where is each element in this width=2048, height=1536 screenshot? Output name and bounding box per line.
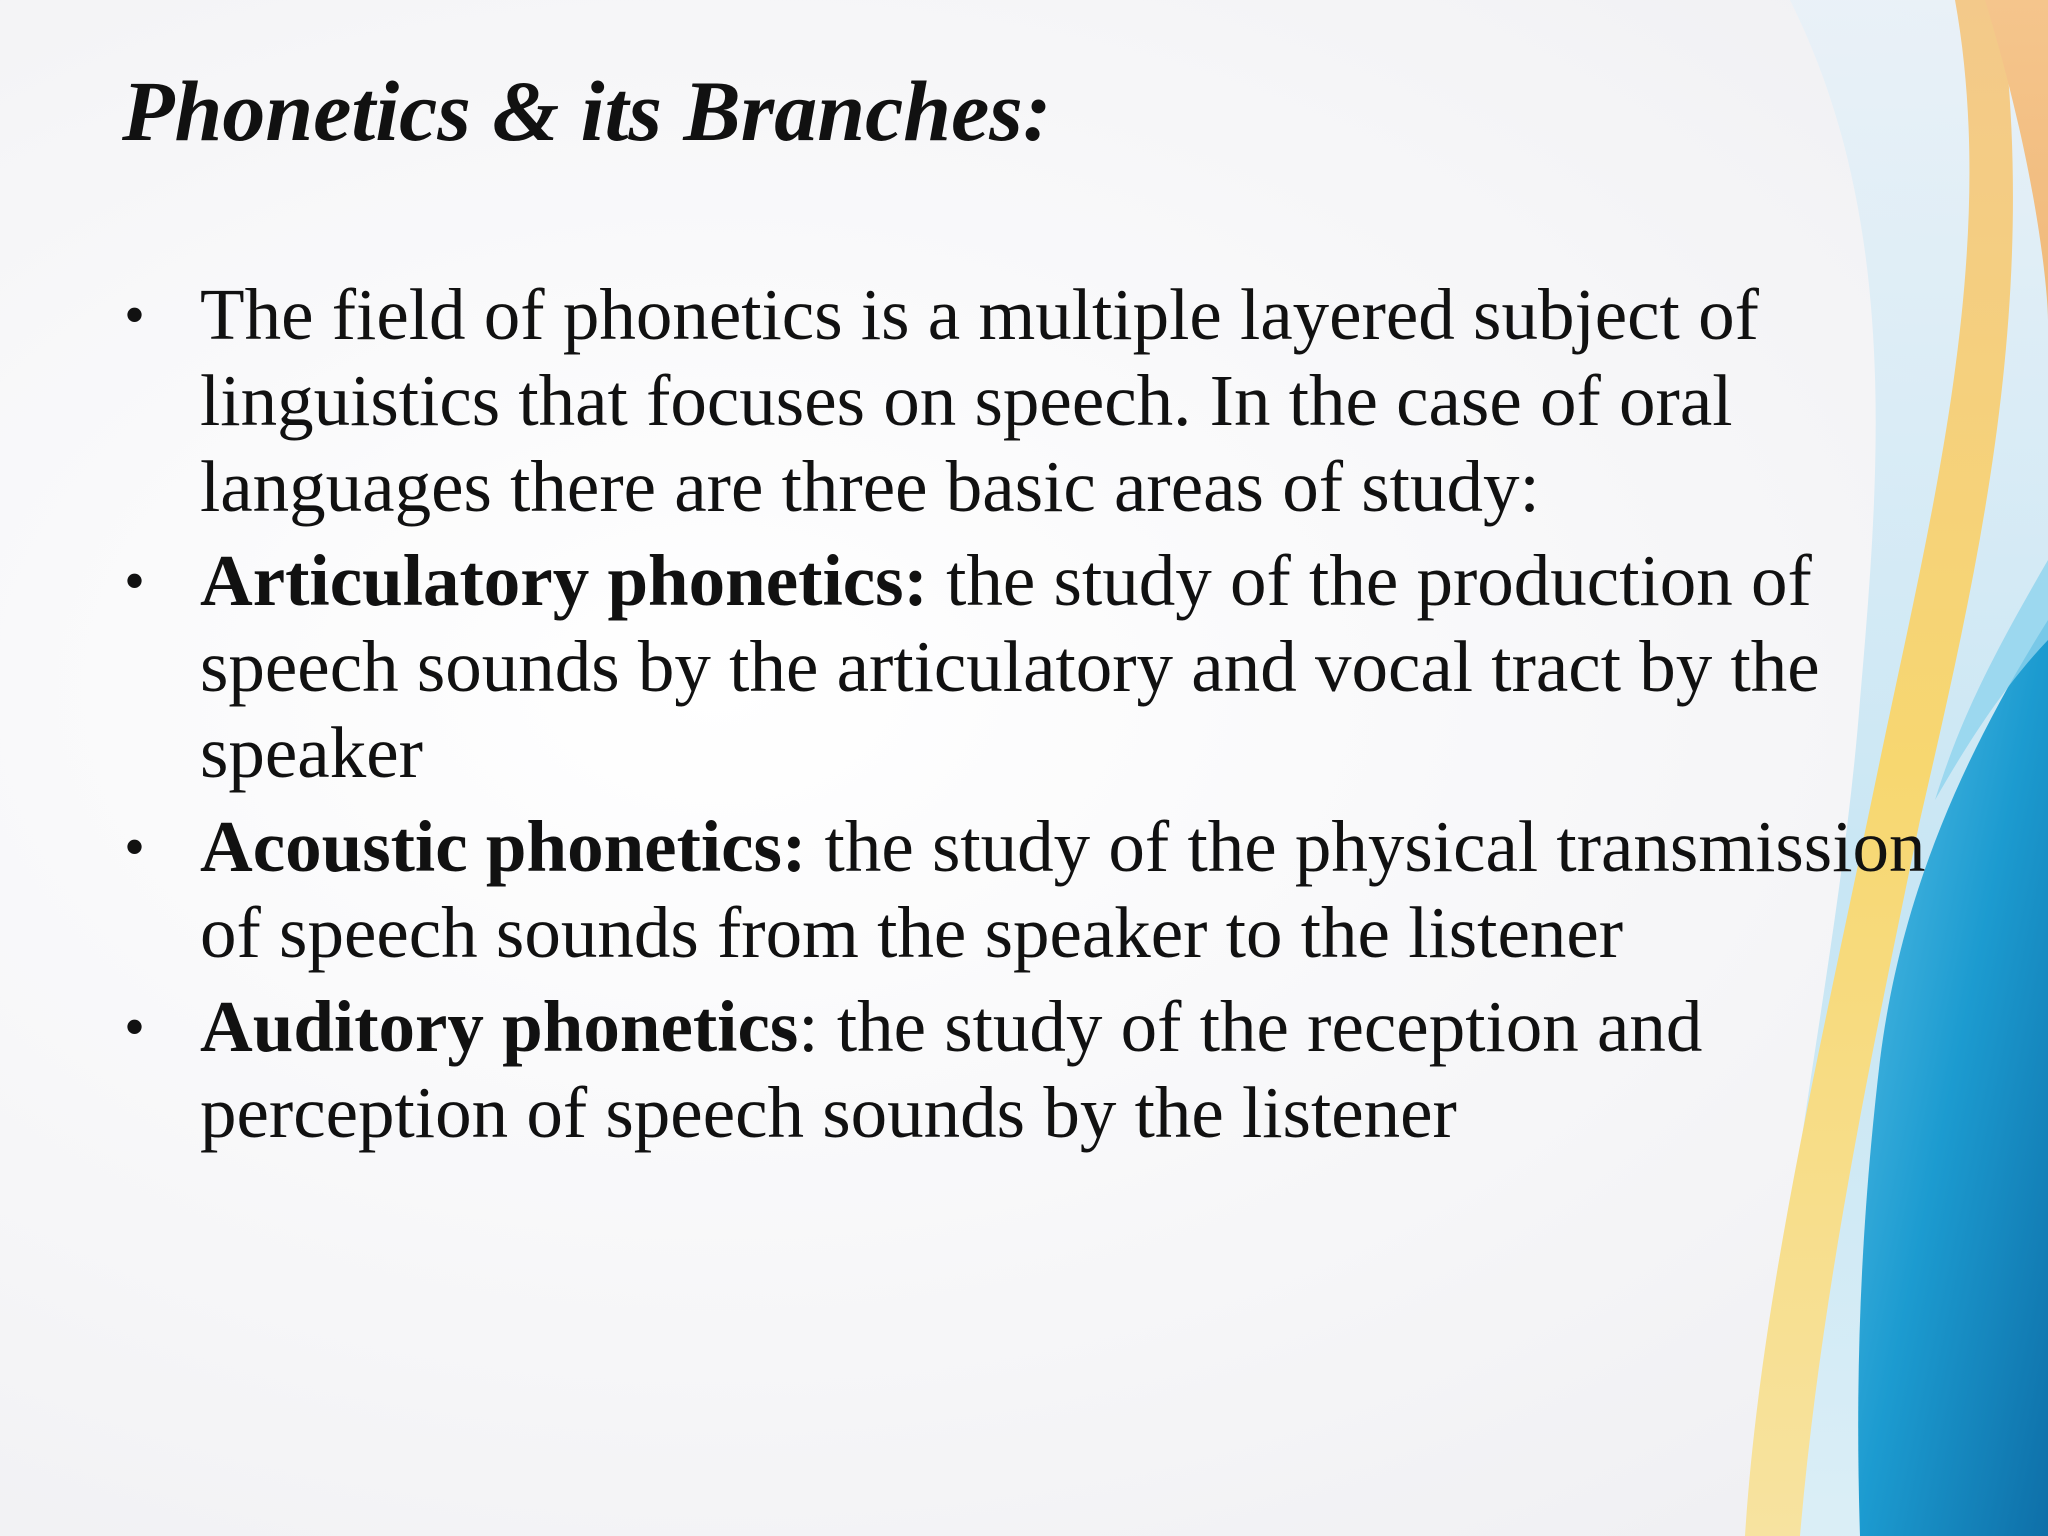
bullet-item-intro (122, 272, 1942, 530)
bullet-text: the study of the physical transmission of speech sounds from the speaker to the listener (200, 806, 1926, 973)
bullet-term: Auditory phonetics (200, 986, 799, 1067)
bullet-term: Articulatory phonetics: (200, 540, 928, 621)
bullet-marker: • (124, 994, 146, 1060)
bullet-term: Acoustic phonetics: (200, 806, 807, 887)
bullet-text: The field of phonetics is a multiple layered subject of linguistics that focuses on speech. In the case of oral languages there are three basic areas of study: (200, 274, 1759, 527)
bullet-item-auditory (122, 984, 1942, 1156)
bullet-list (122, 272, 1942, 1164)
bullet-separator: : (798, 986, 819, 1067)
bullet-item-acoustic (122, 804, 1942, 976)
bullet-text: the study of the reception and perception of speech sounds by the listener (200, 986, 1703, 1153)
bullet-item-articulatory (122, 538, 1942, 796)
bullet-marker: • (124, 282, 146, 348)
bullet-text: the study of the production of speech sounds by the articulatory and vocal tract by the speaker (200, 540, 1820, 793)
bullet-marker: • (124, 814, 146, 880)
bullet-marker: • (124, 548, 146, 614)
slide-title: Phonetics & its Branches: (122, 63, 1052, 159)
